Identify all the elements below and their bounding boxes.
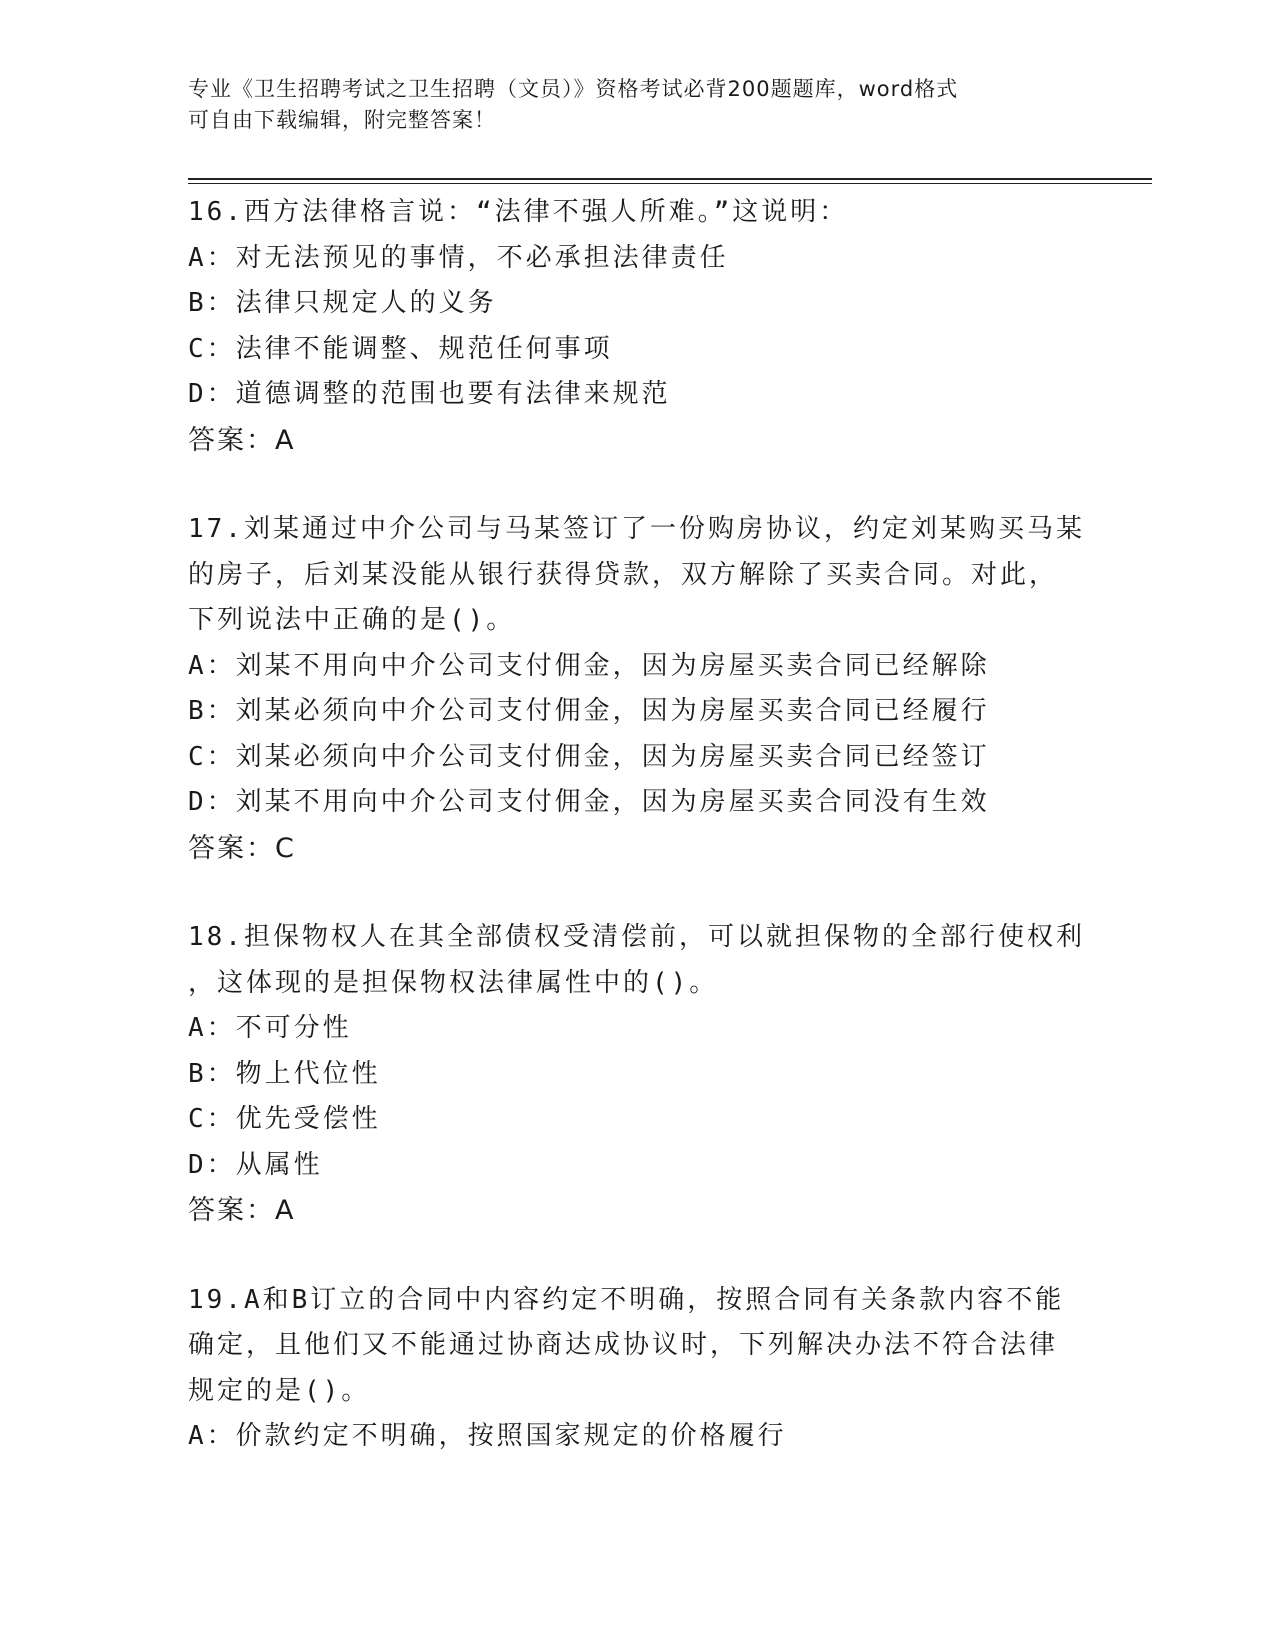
question-stem: 确定，且他们又不能通过协商达成协议时，下列解决办法不符合法律 xyxy=(188,1330,1059,1360)
option-b: B：物上代位性 xyxy=(188,1058,381,1089)
document-header xyxy=(188,74,1088,136)
option-d: D：道德调整的范围也要有法律来规范 xyxy=(188,379,671,409)
question-16 xyxy=(188,190,1108,463)
header-divider-thin xyxy=(188,183,1152,184)
header-line-1: 专业《卫生招聘考试之卫生招聘（文员）》资格考试必背200题题库，word格式 xyxy=(188,77,959,101)
question-stem: 的房子，后刘某没能从银行获得贷款，双方解除了买卖合同。对此， xyxy=(188,559,1059,590)
option-c: C：优先受偿性 xyxy=(188,1104,381,1134)
header-divider-thick xyxy=(188,178,1152,180)
option-b: B：法律只规定人的义务 xyxy=(188,288,497,318)
question-17 xyxy=(188,507,1108,871)
answer-line: 答案：A xyxy=(188,1195,296,1226)
question-stem: 下列说法中正确的是()。 xyxy=(188,605,516,635)
question-18 xyxy=(188,915,1108,1234)
question-19 xyxy=(188,1278,1108,1460)
question-list xyxy=(188,190,1108,1504)
option-b: B：刘某必须向中介公司支付佣金，因为房屋买卖合同已经履行 xyxy=(188,696,990,726)
option-c: C：法律不能调整、规范任何事项 xyxy=(188,333,613,364)
question-stem: 17.刘某通过中介公司与马某签订了一份购房协议，约定刘某购买马某 xyxy=(188,514,1085,544)
question-stem: 规定的是()。 xyxy=(188,1375,371,1406)
option-d: D：刘某不用向中介公司支付佣金，因为房屋买卖合同没有生效 xyxy=(188,787,990,817)
option-d: D：从属性 xyxy=(188,1149,323,1180)
option-a: A：价款约定不明确，按照国家规定的价格履行 xyxy=(188,1421,787,1451)
question-stem: 16.西方法律格言说：“法律不强人所难。”这说明： xyxy=(188,197,849,227)
answer-line: 答案：C xyxy=(188,832,296,864)
option-c: C：刘某必须向中介公司支付佣金，因为房屋买卖合同已经签订 xyxy=(188,741,990,772)
option-a: A：刘某不用向中介公司支付佣金，因为房屋买卖合同已经解除 xyxy=(188,650,990,681)
option-a: A：不可分性 xyxy=(188,1013,352,1043)
question-stem: 19.A和B订立的合同中内容约定不明确，按照合同有关条款内容不能 xyxy=(188,1284,1065,1315)
answer-line: 答案：A xyxy=(188,424,296,456)
header-line-2: 可自由下载编辑，附完整答案！ xyxy=(188,108,496,132)
question-stem: ，这体现的是担保物权法律属性中的()。 xyxy=(188,967,719,998)
question-stem: 18.担保物权人在其全部债权受清偿前，可以就担保物的全部行使权利 xyxy=(188,922,1085,952)
option-a: A：对无法预见的事情，不必承担法律责任 xyxy=(188,242,729,273)
